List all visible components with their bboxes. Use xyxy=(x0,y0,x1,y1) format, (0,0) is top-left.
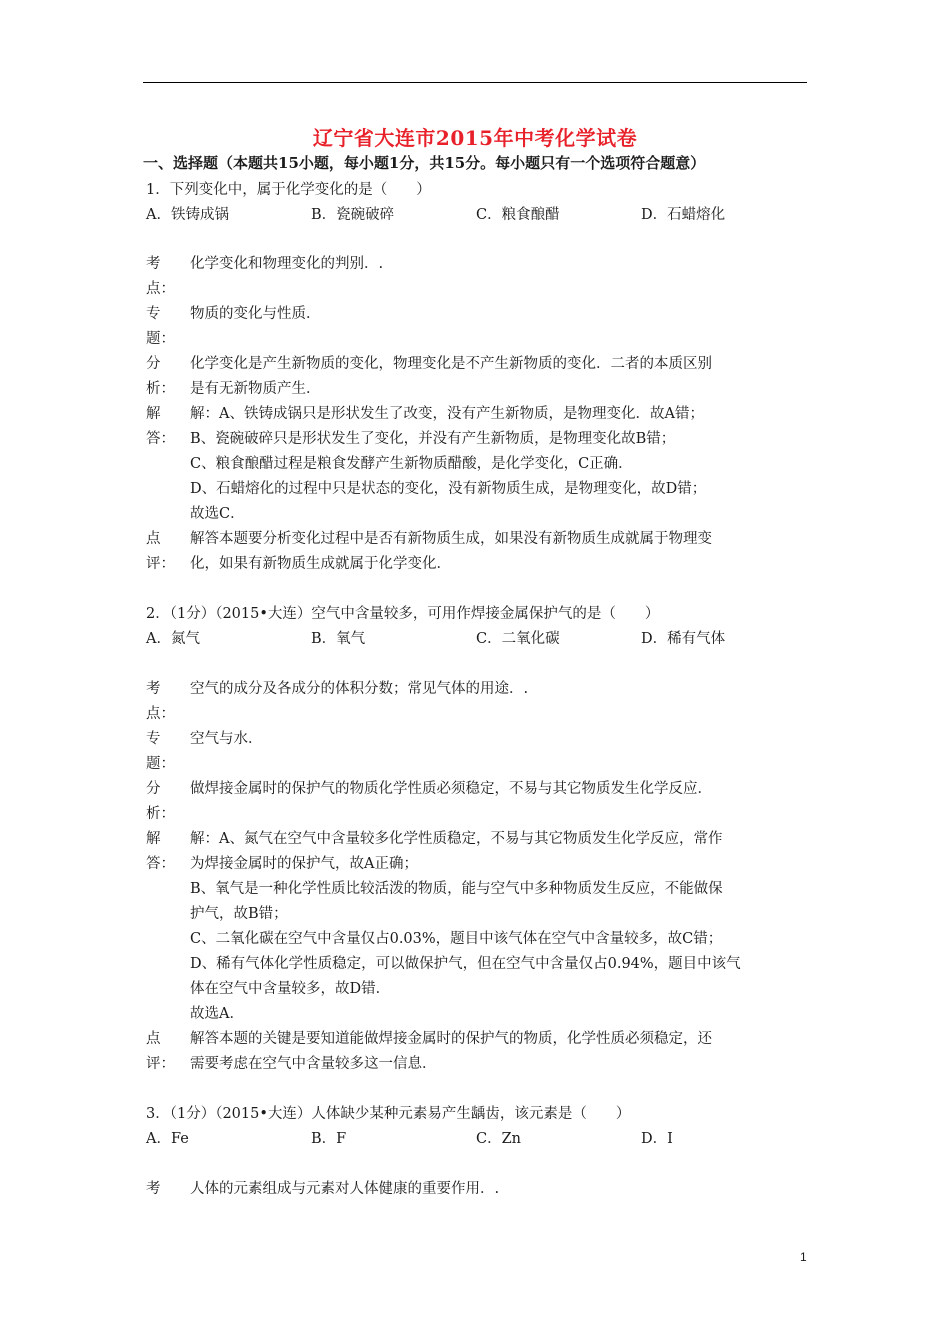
option-d: D．I xyxy=(641,1131,673,1147)
analysis-line: 需要考虑在空气中含量较多这一信息． xyxy=(190,1056,437,1072)
analysis-line: 化学变化和物理变化的判别．. xyxy=(190,256,384,272)
analysis-line: B、氧气是一种化学性质比较活泼的物质，能与空气中多种物质发生反应，不能做保 xyxy=(190,881,723,897)
label-char: 析： xyxy=(146,381,175,397)
analysis-line: 解答本题要分析变化过程中是否有新物质生成，如果没有新物质生成就属于物理变 xyxy=(190,531,712,547)
analysis-line: 空气的成分及各成分的体积分数；常见气体的用途．. xyxy=(190,681,529,697)
label-char: 题： xyxy=(146,331,175,347)
option-c: C．粮食酿醋 xyxy=(476,207,560,223)
question-2-options xyxy=(146,627,806,649)
question-3-stem: 3．（1分）（2015•大连）人体缺少某种元素易产生龋齿，该元素是（ ） xyxy=(146,1106,631,1122)
question-1-options xyxy=(146,203,806,225)
option-c: C．二氧化碳 xyxy=(476,631,560,647)
label-char: 考 xyxy=(146,1181,161,1197)
analysis-line: 解：A、氮气在空气中含量较多化学性质稳定，不易与其它物质发生化学反应，常作 xyxy=(190,831,723,847)
option-d: D．石蜡熔化 xyxy=(641,207,726,223)
label-char: 答： xyxy=(146,856,175,872)
analysis-line: 故选C． xyxy=(190,506,245,522)
label-char: 析： xyxy=(146,806,175,822)
analysis-line: 故选A． xyxy=(190,1006,244,1022)
label-char: 专 xyxy=(146,306,161,322)
analysis-line: 物质的变化与性质． xyxy=(190,306,321,322)
label-char: 题： xyxy=(146,756,175,772)
analysis-line: 是有无新物质产生． xyxy=(190,381,321,397)
analysis-line: 人体的元素组成与元素对人体健康的重要作用．. xyxy=(190,1181,500,1197)
label-char: 点： xyxy=(146,281,175,297)
analysis-line: 化，如果有新物质生成就属于化学变化． xyxy=(190,556,451,572)
analysis-line: C、粮食酿醋过程是粮食发酵产生新物质醋酸，是化学变化，C正确． xyxy=(190,456,633,472)
label-char: 评： xyxy=(146,556,175,572)
option-b: B．氧气 xyxy=(311,631,366,647)
label-char: 专 xyxy=(146,731,161,747)
option-c: C．Zn xyxy=(476,1131,522,1147)
option-d: D．稀有气体 xyxy=(641,631,726,647)
label-char: 点 xyxy=(146,1031,161,1047)
label-char: 评： xyxy=(146,1056,175,1072)
label-char: 考 xyxy=(146,681,161,697)
analysis-line: D、稀有气体化学性质稳定，可以做保护气，但在空气中含量仅占0.94%，题目中该气 xyxy=(190,956,741,972)
option-a: A．氮气 xyxy=(146,631,200,647)
label-char: 分 xyxy=(146,356,161,372)
page-title: 辽宁省大连市2015年中考化学试卷 xyxy=(312,126,638,150)
top-rule xyxy=(143,82,807,83)
analysis-line: C、二氧化碳在空气中含量仅占0.03%，题目中该气体在空气中含量较多，故C错； xyxy=(190,931,723,947)
analysis-line: 化学变化是产生新物质的变化，物理变化是不产生新物质的变化．二者的本质区别 xyxy=(190,356,712,372)
label-char: 解 xyxy=(146,406,161,422)
option-a: A．铁铸成锅 xyxy=(146,207,229,223)
analysis-line: 为焊接金属时的保护气，故A正确； xyxy=(190,856,418,872)
option-a: A．Fe xyxy=(146,1131,189,1147)
page-number: 1 xyxy=(800,1250,807,1264)
label-char: 答： xyxy=(146,431,175,447)
analysis-line: D、石蜡熔化的过程中只是状态的变化，没有新物质生成，是物理变化，故D错； xyxy=(190,481,707,497)
section-heading: 一、选择题（本题共15小题，每小题1分，共15分。每小题只有一个选项符合题意） xyxy=(143,154,706,172)
analysis-line: 体在空气中含量较多，故D错． xyxy=(190,981,391,997)
analysis-line: 做焊接金属时的保护气的物质化学性质必须稳定，不易与其它物质发生化学反应． xyxy=(190,781,712,797)
analysis-line: 护气，故B错； xyxy=(190,906,288,922)
analysis-line: B、瓷碗破碎只是形状发生了变化，并没有产生新物质，是物理变化故B错； xyxy=(190,431,676,447)
question-2-stem: 2．（1分）（2015•大连）空气中含量较多，可用作焊接金属保护气的是（ ） xyxy=(146,606,660,622)
analysis-line: 解答本题的关键是要知道能做焊接金属时的保护气的物质，化学性质必须稳定，还 xyxy=(190,1031,712,1047)
label-char: 点： xyxy=(146,706,175,722)
analysis-line: 空气与水． xyxy=(190,731,263,747)
label-char: 考 xyxy=(146,256,161,272)
question-1-stem: 1．下列变化中，属于化学变化的是（ ） xyxy=(146,182,431,198)
analysis-line: 解：A、铁铸成锅只是形状发生了改变，没有产生新物质，是物理变化．故A错； xyxy=(190,406,704,422)
option-b: B．瓷碗破碎 xyxy=(311,207,395,223)
label-char: 点 xyxy=(146,531,161,547)
label-char: 分 xyxy=(146,781,161,797)
option-b: B．F xyxy=(311,1131,347,1147)
question-3-options xyxy=(146,1127,806,1149)
label-char: 解 xyxy=(146,831,161,847)
